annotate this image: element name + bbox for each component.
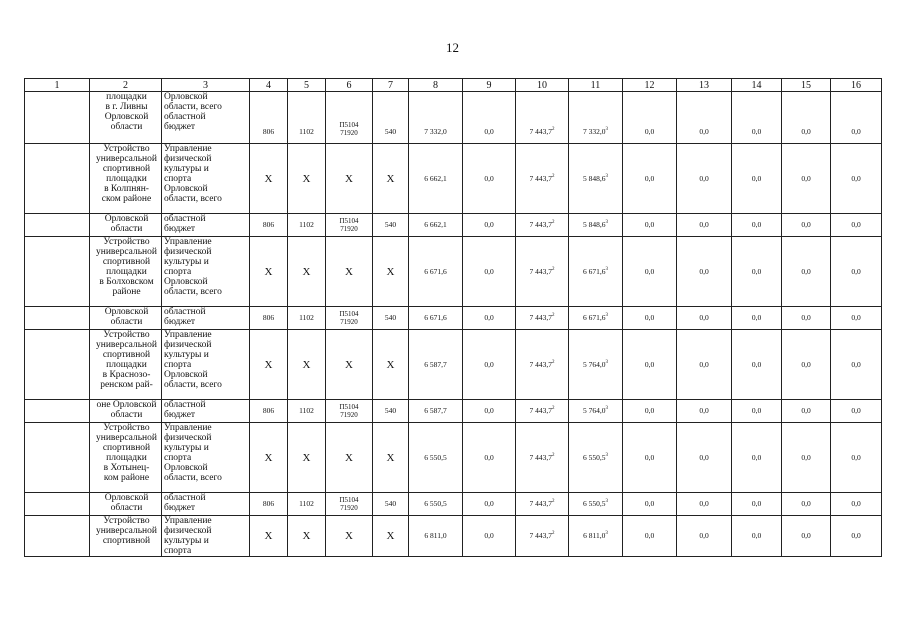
column-header-3: 3: [162, 79, 250, 92]
cell-recipient: областной бюджет: [162, 307, 250, 330]
cell-csr: X: [326, 237, 373, 307]
cell-amount-10: 7 443,7$^2$: [516, 423, 569, 493]
cell-amount-11: 5 848,6$^3$: [569, 144, 623, 214]
cell-object-name: Устройство универсальной спортивной площадки в Колпнян- ском районе: [90, 144, 162, 214]
cell-amount-11: 7 332,0$^3$: [569, 92, 623, 144]
cell-csr: X: [326, 516, 373, 557]
cell-csr: П5104 71920: [326, 493, 373, 516]
cell-vr: X: [373, 144, 409, 214]
cell-amount-14: 0,0: [732, 423, 782, 493]
table-row: [25, 307, 882, 330]
cell-amount-13: 0,0: [677, 214, 732, 237]
cell-amount-11: 5 848,6$^3$: [569, 214, 623, 237]
cell-amount-11: 5 764,0$^3$: [569, 400, 623, 423]
cell-amount-10: 7 443,7$^2$: [516, 214, 569, 237]
cell-amount-8: 6 550,5: [409, 423, 463, 493]
cell-amount-8: 6 587,7: [409, 400, 463, 423]
cell-amount-14: 0,0: [732, 516, 782, 557]
cell-vr: X: [373, 330, 409, 400]
cell-number: [25, 423, 90, 493]
cell-rz-pr: 1102: [288, 307, 326, 330]
cell-object-name: Орловской области: [90, 493, 162, 516]
cell-rz-pr: X: [288, 516, 326, 557]
cell-amount-12: 0,0: [623, 237, 677, 307]
cell-amount-8: 6 671,6: [409, 237, 463, 307]
cell-recipient: областной бюджет: [162, 400, 250, 423]
table-row: [25, 493, 882, 516]
page-number: 12: [446, 40, 459, 55]
column-header-16: 16: [831, 79, 882, 92]
cell-amount-15: 0,0: [782, 92, 831, 144]
column-header-10: 10: [516, 79, 569, 92]
cell-amount-13: 0,0: [677, 400, 732, 423]
cell-vr: X: [373, 237, 409, 307]
footnote-mark: 3: [605, 266, 608, 272]
table-row: [25, 237, 882, 307]
cell-grbs: 806: [250, 214, 288, 237]
cell-amount-15: 0,0: [782, 493, 831, 516]
cell-number: [25, 516, 90, 557]
cell-amount-13: 0,0: [677, 144, 732, 214]
cell-amount-11: 6 811,0$^3$: [569, 516, 623, 557]
footnote-mark: 3: [605, 359, 608, 365]
cell-number: [25, 493, 90, 516]
cell-grbs: X: [250, 330, 288, 400]
cell-number: [25, 330, 90, 400]
column-header-15: 15: [782, 79, 831, 92]
cell-number: [25, 214, 90, 237]
footnote-mark: 3: [605, 173, 608, 179]
cell-csr: П5104 71920: [326, 307, 373, 330]
footnote-mark: 3: [605, 220, 608, 225]
cell-object-name: Орловской области: [90, 214, 162, 237]
cell-recipient: Управление физической культуры и спорта Орловской области, всего: [162, 144, 250, 214]
cell-vr: 540: [373, 92, 409, 144]
cell-amount-14: 0,0: [732, 237, 782, 307]
column-header-13: 13: [677, 79, 732, 92]
cell-amount-16: 0,0: [831, 423, 882, 493]
column-header-9: 9: [463, 79, 516, 92]
cell-amount-11: 5 764,0$^3$: [569, 330, 623, 400]
cell-amount-9: 0,0: [463, 516, 516, 557]
cell-vr: 540: [373, 307, 409, 330]
column-header-1: 1: [25, 79, 90, 92]
cell-object-name: Устройство универсальной спортивной площадки в Краснозо- ренском рай-: [90, 330, 162, 400]
cell-amount-15: 0,0: [782, 307, 831, 330]
cell-amount-8: 6 662,1: [409, 144, 463, 214]
cell-amount-16: 0,0: [831, 330, 882, 400]
cell-grbs: 806: [250, 493, 288, 516]
cell-csr: П5104 71920: [326, 400, 373, 423]
cell-amount-15: 0,0: [782, 423, 831, 493]
cell-amount-12: 0,0: [623, 330, 677, 400]
cell-recipient: Управление физической культуры и спорта Орловской области, всего: [162, 330, 250, 400]
cell-amount-16: 0,0: [831, 400, 882, 423]
footnote-mark: 3: [605, 313, 608, 318]
table-row: [25, 144, 882, 214]
cell-amount-13: 0,0: [677, 307, 732, 330]
footnote-mark: 2: [552, 173, 555, 179]
cell-recipient: Управление физической культуры и спорта Орловской области, всего: [162, 423, 250, 493]
column-header-7: 7: [373, 79, 409, 92]
cell-vr: 540: [373, 214, 409, 237]
table-row: [25, 516, 882, 557]
cell-recipient: Управление физической культуры и спорта: [162, 516, 250, 557]
cell-amount-9: 0,0: [463, 144, 516, 214]
cell-rz-pr: X: [288, 330, 326, 400]
cell-amount-13: 0,0: [677, 516, 732, 557]
cell-number: [25, 144, 90, 214]
column-header-5: 5: [288, 79, 326, 92]
cell-amount-9: 0,0: [463, 400, 516, 423]
cell-grbs: 806: [250, 92, 288, 144]
cell-amount-15: 0,0: [782, 144, 831, 214]
cell-csr: П5104 71920: [326, 214, 373, 237]
cell-amount-12: 0,0: [623, 214, 677, 237]
cell-amount-12: 0,0: [623, 92, 677, 144]
cell-amount-9: 0,0: [463, 423, 516, 493]
footnote-mark: 3: [605, 452, 608, 458]
cell-recipient: областной бюджет: [162, 493, 250, 516]
cell-amount-8: 6 671,6: [409, 307, 463, 330]
cell-amount-9: 0,0: [463, 307, 516, 330]
footnote-mark: 2: [552, 220, 555, 225]
column-header-8: 8: [409, 79, 463, 92]
cell-amount-14: 0,0: [732, 144, 782, 214]
footnote-mark: 3: [605, 406, 608, 411]
header-row: [25, 79, 882, 92]
cell-amount-9: 0,0: [463, 214, 516, 237]
cell-grbs: 806: [250, 400, 288, 423]
cell-amount-12: 0,0: [623, 307, 677, 330]
cell-csr: X: [326, 144, 373, 214]
cell-amount-10: 7 443,7$^2$: [516, 307, 569, 330]
cell-amount-10: 7 443,7$^2$: [516, 92, 569, 144]
column-header-12: 12: [623, 79, 677, 92]
cell-rz-pr: 1102: [288, 214, 326, 237]
cell-amount-9: 0,0: [463, 330, 516, 400]
cell-amount-10: 7 443,7$^2$: [516, 237, 569, 307]
cell-amount-14: 0,0: [732, 92, 782, 144]
cell-number: [25, 307, 90, 330]
cell-amount-12: 0,0: [623, 144, 677, 214]
cell-amount-14: 0,0: [732, 307, 782, 330]
cell-amount-10: 7 443,7$^2$: [516, 493, 569, 516]
table-row: [25, 92, 882, 144]
cell-amount-15: 0,0: [782, 330, 831, 400]
cell-object-name: площадки в г. Ливны Орловской области: [90, 92, 162, 144]
cell-grbs: X: [250, 144, 288, 214]
cell-amount-11: 6 550,5$^3$: [569, 493, 623, 516]
cell-amount-16: 0,0: [831, 516, 882, 557]
footnote-mark: 2: [552, 406, 555, 411]
cell-number: [25, 237, 90, 307]
cell-amount-15: 0,0: [782, 400, 831, 423]
column-header-14: 14: [732, 79, 782, 92]
cell-number: [25, 92, 90, 144]
cell-rz-pr: 1102: [288, 92, 326, 144]
cell-object-name: оне Орловской области: [90, 400, 162, 423]
cell-vr: X: [373, 516, 409, 557]
table-body: [25, 92, 882, 557]
table-row: [25, 330, 882, 400]
cell-object-name: Устройство универсальной спортивной: [90, 516, 162, 557]
cell-object-name: Орловской области: [90, 307, 162, 330]
column-header-4: 4: [250, 79, 288, 92]
cell-amount-15: 0,0: [782, 516, 831, 557]
footnote-mark: 3: [605, 499, 608, 504]
cell-amount-15: 0,0: [782, 237, 831, 307]
column-header-6: 6: [326, 79, 373, 92]
cell-amount-13: 0,0: [677, 330, 732, 400]
cell-amount-12: 0,0: [623, 493, 677, 516]
cell-amount-13: 0,0: [677, 237, 732, 307]
cell-amount-11: 6 671,6$^3$: [569, 237, 623, 307]
cell-csr: П5104 71920: [326, 92, 373, 144]
cell-amount-11: 6 550,5$^3$: [569, 423, 623, 493]
cell-csr: X: [326, 330, 373, 400]
cell-grbs: X: [250, 423, 288, 493]
cell-vr: 540: [373, 493, 409, 516]
cell-amount-16: 0,0: [831, 214, 882, 237]
cell-vr: 540: [373, 400, 409, 423]
cell-vr: X: [373, 423, 409, 493]
cell-amount-13: 0,0: [677, 92, 732, 144]
cell-amount-14: 0,0: [732, 214, 782, 237]
cell-amount-10: 7 443,7$^2$: [516, 400, 569, 423]
cell-amount-16: 0,0: [831, 92, 882, 144]
cell-amount-9: 0,0: [463, 237, 516, 307]
cell-amount-12: 0,0: [623, 516, 677, 557]
cell-object-name: Устройство универсальной спортивной площадки в Хотынец- ком районе: [90, 423, 162, 493]
cell-amount-13: 0,0: [677, 493, 732, 516]
cell-amount-10: 7 443,7$^2$: [516, 330, 569, 400]
cell-grbs: X: [250, 516, 288, 557]
footnote-mark: 2: [552, 359, 555, 365]
cell-rz-pr: X: [288, 237, 326, 307]
cell-amount-8: 6 811,0: [409, 516, 463, 557]
cell-amount-15: 0,0: [782, 214, 831, 237]
cell-amount-16: 0,0: [831, 493, 882, 516]
cell-amount-9: 0,0: [463, 92, 516, 144]
footnote-mark: 2: [552, 452, 555, 458]
footnote-mark: 2: [552, 266, 555, 272]
cell-csr: X: [326, 423, 373, 493]
cell-amount-10: 7 443,7$^2$: [516, 144, 569, 214]
cell-object-name: Устройство универсальной спортивной площадки в Болховском районе: [90, 237, 162, 307]
cell-amount-8: 7 332,0: [409, 92, 463, 144]
cell-recipient: Орловской области, всего областной бюджет: [162, 92, 250, 144]
cell-recipient: областной бюджет: [162, 214, 250, 237]
cell-amount-16: 0,0: [831, 237, 882, 307]
cell-rz-pr: 1102: [288, 493, 326, 516]
cell-amount-9: 0,0: [463, 493, 516, 516]
cell-amount-8: 6 550,5: [409, 493, 463, 516]
cell-amount-12: 0,0: [623, 423, 677, 493]
cell-amount-14: 0,0: [732, 493, 782, 516]
cell-number: [25, 400, 90, 423]
cell-amount-8: 6 587,7: [409, 330, 463, 400]
cell-grbs: 806: [250, 307, 288, 330]
cell-amount-14: 0,0: [732, 400, 782, 423]
footnote-mark: 3: [605, 531, 608, 536]
cell-amount-16: 0,0: [831, 144, 882, 214]
cell-recipient: Управление физической культуры и спорта Орловской области, всего: [162, 237, 250, 307]
footnote-mark: 2: [552, 499, 555, 504]
cell-amount-10: 7 443,7$^2$: [516, 516, 569, 557]
cell-amount-8: 6 662,1: [409, 214, 463, 237]
footnote-mark: 2: [552, 531, 555, 536]
cell-grbs: X: [250, 237, 288, 307]
budget-table: [24, 78, 882, 557]
column-header-2: 2: [90, 79, 162, 92]
cell-rz-pr: X: [288, 423, 326, 493]
cell-rz-pr: 1102: [288, 400, 326, 423]
cell-amount-16: 0,0: [831, 307, 882, 330]
table-row: [25, 423, 882, 493]
table-row: [25, 400, 882, 423]
cell-amount-11: 6 671,6$^3$: [569, 307, 623, 330]
footnote-mark: 3: [605, 127, 608, 132]
footnote-mark: 2: [552, 313, 555, 318]
cell-amount-13: 0,0: [677, 423, 732, 493]
cell-amount-12: 0,0: [623, 400, 677, 423]
cell-rz-pr: X: [288, 144, 326, 214]
cell-amount-14: 0,0: [732, 330, 782, 400]
footnote-mark: 2: [552, 127, 555, 132]
column-header-11: 11: [569, 79, 623, 92]
table-row: [25, 214, 882, 237]
